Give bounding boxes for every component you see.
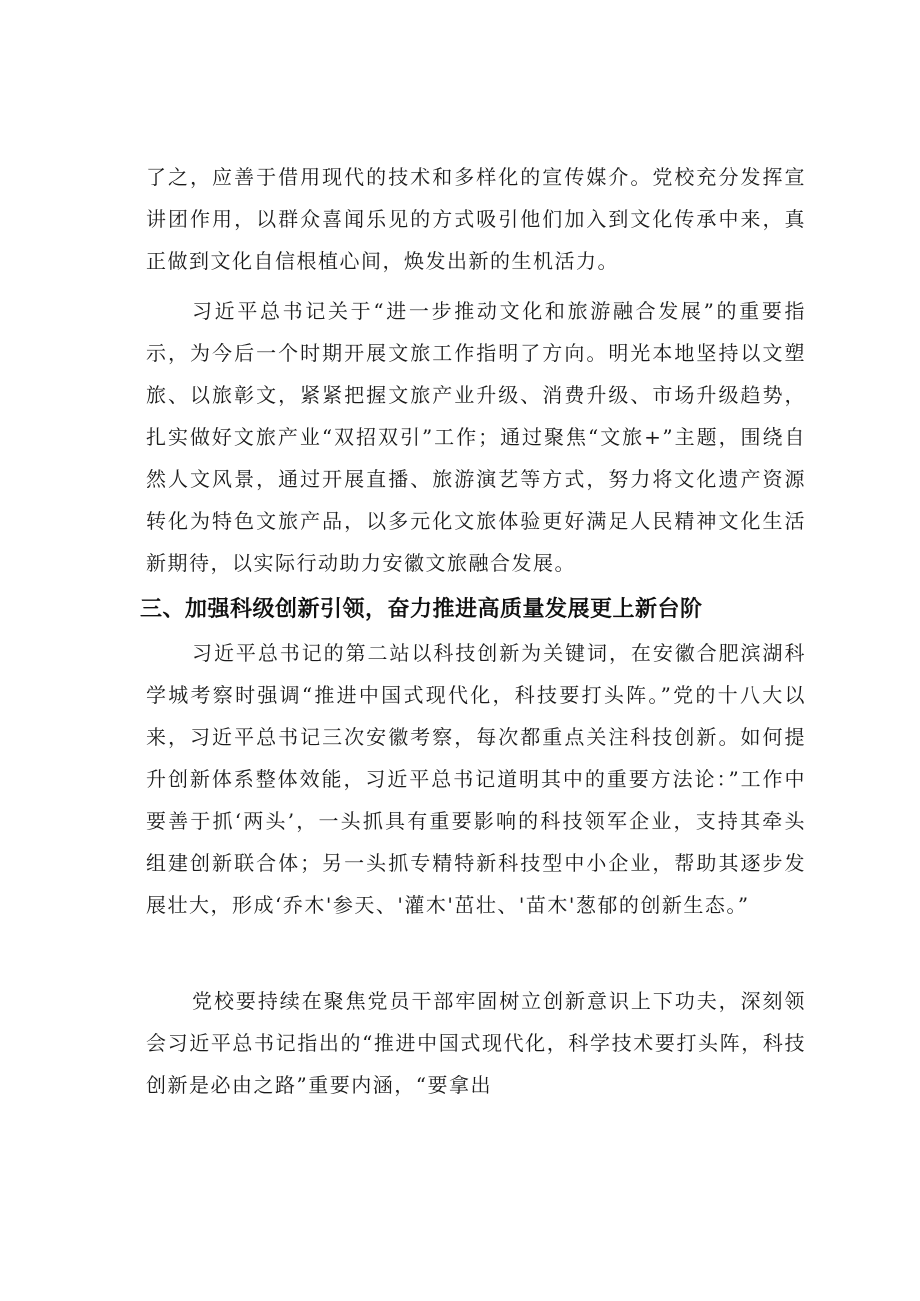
paragraph-continuation: 了之，应善于借用现代的技术和多样化的宣传媒介。党校充分发挥宣讲团作用，以群众喜闻乐见的方式吸引他们加入到文化传承中来，真正做到文化自信根植心间，焕发出新的生机活力。 bbox=[146, 165, 806, 273]
paragraph-culture-tourism: 习近平总书记关于“进一步推动文化和旅游融合发展”的重要指示，为今后一个时期开展文旅工作指明了方向。明光本地坚持以文塑旅、以旅彰文，紧紧把握文旅产业升级、消费升级、市场升级趋势，扎实做好文旅产业“双招双引”工作；通过聚焦“文旅+”主题，围绕自然人文风景，通过开展直播、旅游演艺等方式，努力将文化遗产资源转化为特色文旅产品，以多元化文旅体验更好满足人民精神文化生活新期待，以实际行动助力安徽文旅融合发展。 bbox=[146, 299, 806, 575]
paragraph-party-school: 党校要持续在聚焦党员干部牢固树立创新意识上下功夫，深刻领会习近平总书记指出的“推进中国式现代化，科学技术要打头阵，科技创新是必由之路”重要内涵，“要拿出 bbox=[146, 989, 806, 1097]
paragraph-tech-innovation: 习近平总书记的第二站以科技创新为关键词，在安徽合肥滨湖科学城考察时强调“推进中国式现代化，科技要打头阵。”党的十八大以来，习近平总书记三次安徽考察，每次都重点关注科技创新。如何提升创新体系整体效能，习近平总书记道明其中的重要方法论：”工作中要善于抓‘两头’，一头抓具有重要影响的科技领军企业，支持其牵头组建创新联合体；另一头抓专精特新科技型中小企业，帮助其逐步发展壮大，形成‘乔木'参天、'灌木'茁壮、'苗木'葱郁的创新生态。” bbox=[146, 641, 806, 917]
section-heading-3: 三、加强科级创新引领，奋力推进高质量发展更上新台阶 bbox=[140, 597, 703, 622]
